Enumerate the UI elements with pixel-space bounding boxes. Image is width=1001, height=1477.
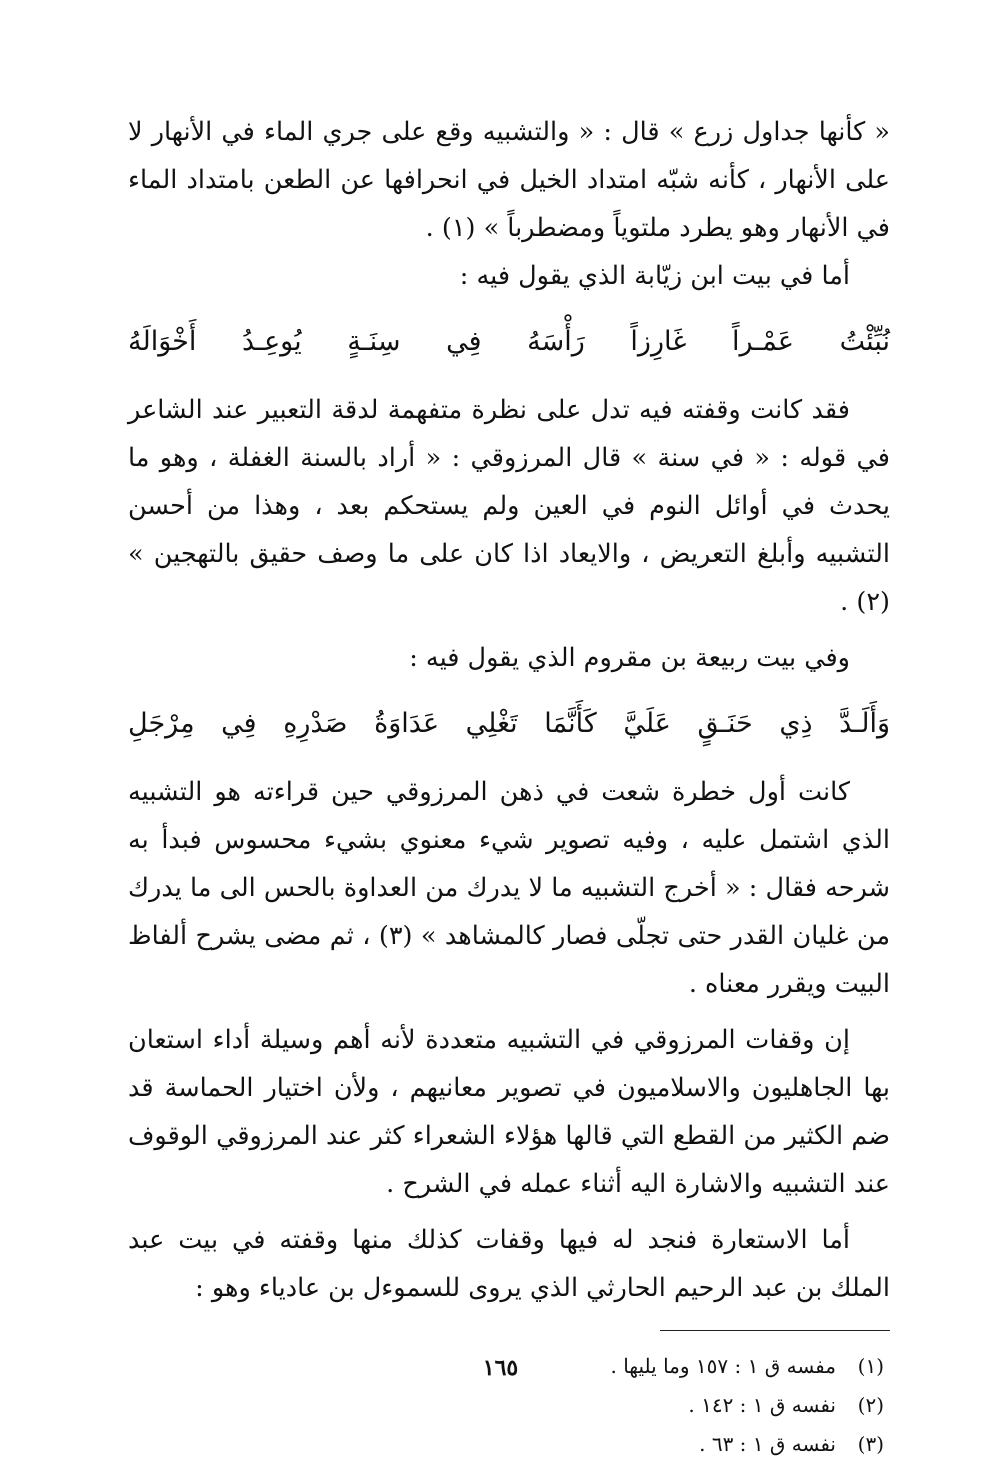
verse-word: فِي <box>221 708 257 739</box>
verse-word: غَارِزاً <box>630 326 687 357</box>
verse-word: نُبِّئْتُ <box>839 326 890 357</box>
footnote-number: (٣) <box>857 1432 884 1456</box>
footnote-divider <box>660 1330 890 1331</box>
verse-word: مِرْجَلِ <box>128 708 195 739</box>
paragraph-5: كانت أول خطرة شعت في ذهن المرزوقي حين قراءته هو التشبيه الذي اشتمل عليه ، وفيه تصوير شيء معنوي بشيء محسوس فبدأ به شرحه فقال : « أخرج التشبيه ما لا يدرك من العداوة بالحس الى ما يدرك من غليان القدر حتى تجلّى فصار كالمشاهد » (٣) ، ثم مضى يشرح ألفاظ البيت ويقرر معناه . <box>128 777 890 999</box>
paragraph-1: « كأنها جداول زرع » قال : « والتشبيه وقع على جري الماء في الأنهار لا على الأنهار ، كأنه شبّه امتداد الخيل في انحرافها عن الطعن بامتداد الماء في الأنهار وهو يطرد ملتوياً ومضطرباً » (١) . <box>128 117 890 243</box>
footnote-number: (١) <box>857 1354 884 1378</box>
verse-word: كَأَنَّمَا <box>544 708 597 739</box>
footnote-text: مفسه ق ١ : ١٥٧ وما يليها . <box>610 1354 836 1378</box>
page-body <box>128 108 890 1464</box>
verse-word: تَغْلِي <box>465 708 518 739</box>
paragraph-2-intro: أما في بيت ابن زيّابة الذي يقول فيه : <box>459 261 850 291</box>
verse-word: سِنَـةٍ <box>347 326 401 357</box>
footnote-2 <box>128 1386 890 1425</box>
verse-word: عَمْـراً <box>732 326 795 357</box>
verse-rabia-ibn-maqrum <box>128 694 890 754</box>
footnote-text: نفسه ق ١ : ٦٣ . <box>699 1432 836 1456</box>
verse-word: ذِي <box>779 708 813 739</box>
paragraph-7: أما الاستعارة فنجد له فيها وقفات كذلك منها وقفته في بيت عبد الملك بن عبد الرحيم الحارثي الذي يروى للسموءل بن عادياء وهو : <box>128 1225 890 1303</box>
verse-word: حَنَـقٍ <box>697 708 753 739</box>
page-number: ١٦٥ <box>482 1355 519 1381</box>
verse-word: وَأَلَـدَّ <box>839 708 890 739</box>
footnote-number: (٢) <box>857 1393 884 1417</box>
verse-word: صَدْرِهِ <box>283 708 348 739</box>
verse-word: رَأْسَهُ <box>527 326 585 357</box>
verse-word: عَدَاوَةُ <box>374 708 440 739</box>
footnote-text: نفسه ق ١ : ١٤٢ . <box>688 1393 836 1417</box>
paragraph-6: إن وقفات المرزوقي في التشبيه متعددة لأنه أهم وسيلة أداء استعان بها الجاهليون والاسلاميون في تصوير معانيهم ، ولأن اختيار الحماسة قد ضم الكثير من القطع التي قالها هؤلاء الشعراء كثر عند المرزوقي الوقوف عند التشبيه والاشارة اليه أثناء عمله في الشرح . <box>128 1025 890 1199</box>
verse-word: أَخْوَالَهُ <box>128 326 197 357</box>
verse-word: عَلَيَّ <box>623 708 671 739</box>
verse-ibn-zayyaba <box>128 312 890 372</box>
verse-word: يُوعِـدُ <box>241 326 302 357</box>
paragraph-4-intro: وفي بيت ربيعة بن مقروم الذي يقول فيه : <box>409 643 850 673</box>
footnote-3 <box>128 1425 890 1464</box>
paragraph-3: فقد كانت وقفته فيه تدل على نظرة متفهمة لدقة التعبير عند الشاعر في قوله : « في سنة » قال المرزوقي : « أراد بالسنة الغفلة ، وهو ما يحدث في أوائل النوم في العين ولم يستحكم بعد ، وهذا من أحسن التشبيه وأبلغ التعريض ، والايعاد اذا كان على ما وصف حقيق بالتهجين » (٢) . <box>128 395 890 617</box>
verse-word: فِي <box>446 326 482 357</box>
